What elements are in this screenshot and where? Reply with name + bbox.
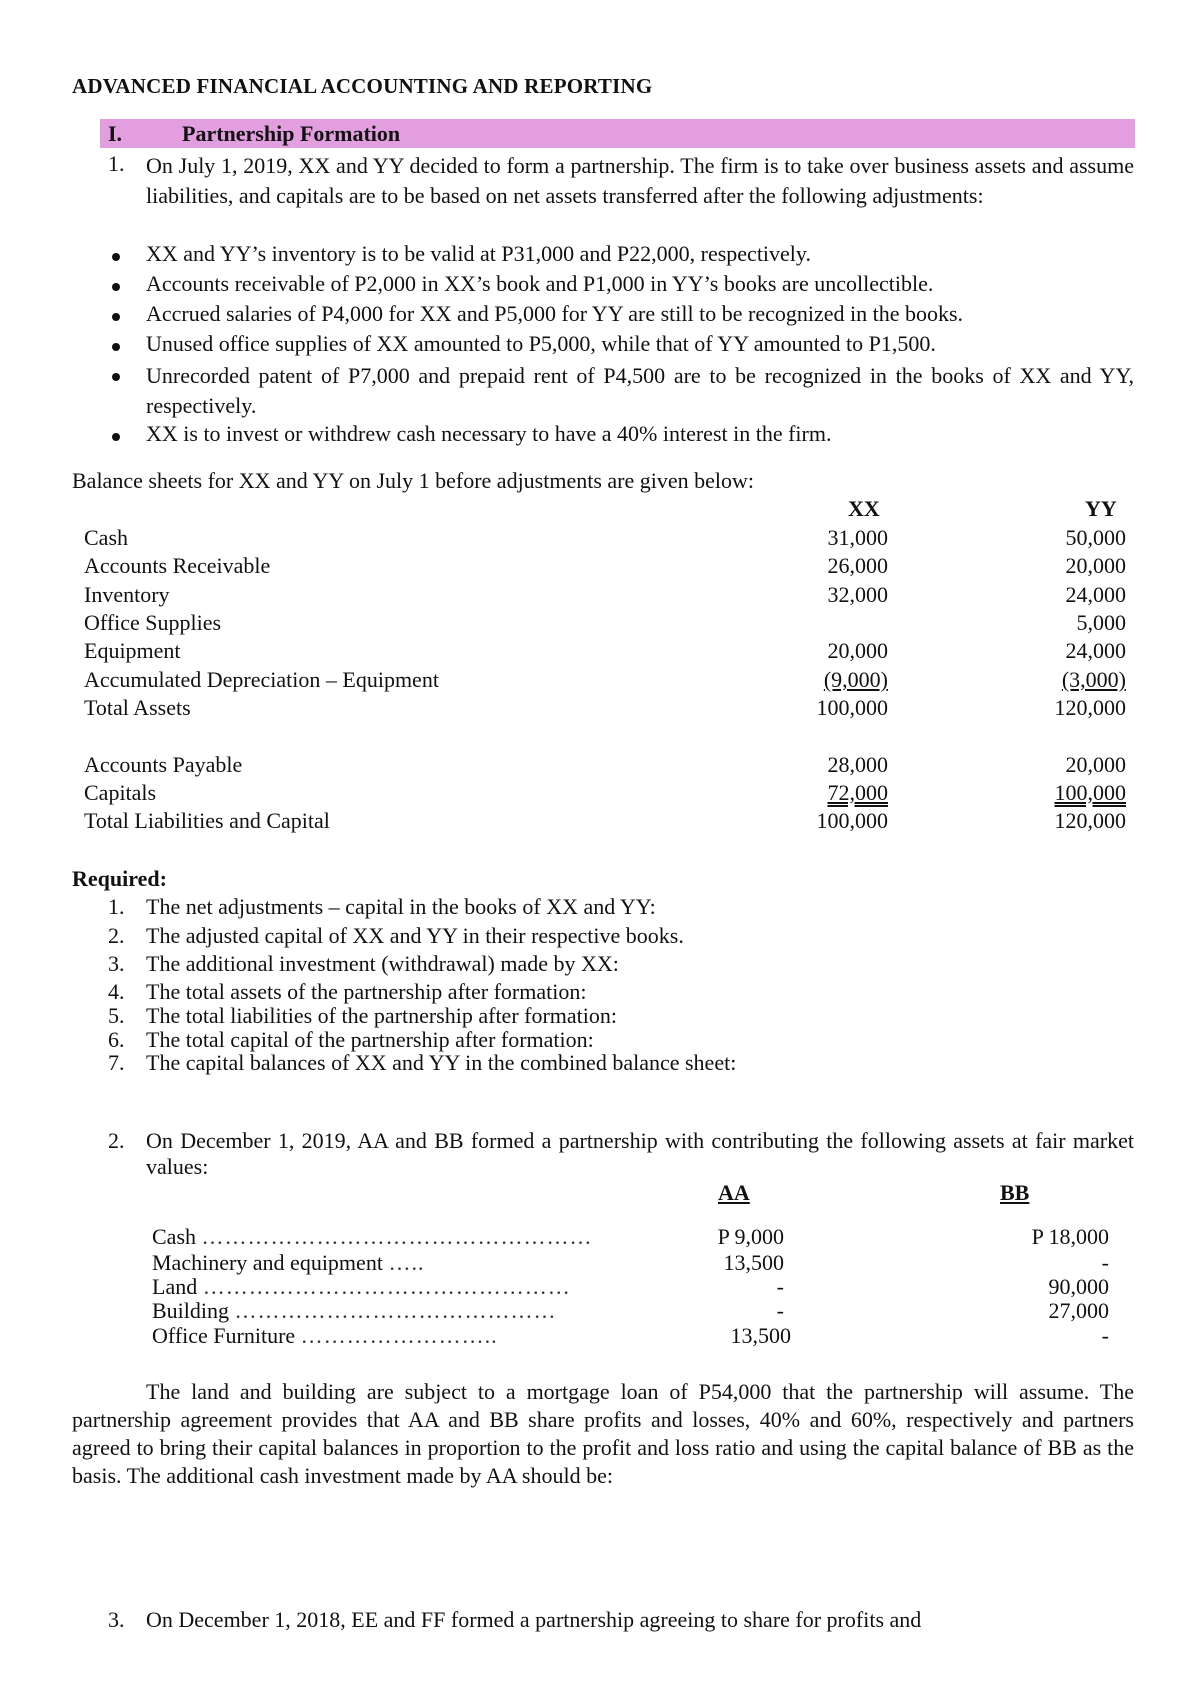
table-cell-xx: 20,000 [827, 638, 888, 663]
table-cell-yy: 24,000 [1065, 638, 1126, 663]
table-row-label [152, 1250, 424, 1276]
required-number: 4. [108, 979, 125, 1004]
table-cell-yy: 20,000 [1065, 752, 1126, 777]
problem-3-intro: On December 1, 2018, EE and FF formed a partnership agreeing to share for profits and [146, 1607, 922, 1632]
table-row-label: Accumulated Depreciation – Equipment [84, 667, 439, 692]
leader-dots: …………………………………………… [201, 1224, 593, 1249]
required-number: 2. [108, 923, 125, 948]
required-item: The total capital of the partnership after formation: [146, 1027, 594, 1052]
problem-1-bullet: Accounts receivable of P2,000 in XX’s book and P1,000 in YY’s books are uncollectible. [146, 271, 934, 296]
table-cell-xx: 28,000 [827, 752, 888, 777]
table-cell-aa: - [776, 1298, 784, 1323]
table-row-label [152, 1224, 593, 1250]
table-cell-xx: 31,000 [827, 525, 888, 550]
problem-1-bullet: XX is to invest or withdrew cash necessary to have a 40% interest in the firm. [146, 421, 832, 446]
table-cell-yy: 20,000 [1065, 553, 1126, 578]
required-item: The additional investment (withdrawal) made by XX: [146, 951, 619, 976]
bullet-icon [112, 343, 120, 351]
table-row-label: Accounts Payable [84, 752, 243, 777]
table-cell-aa: 13,500 [723, 1250, 784, 1275]
row-label-text: Building [152, 1298, 230, 1323]
bullet-icon [112, 433, 120, 441]
table-row-label: Capitals [84, 780, 157, 805]
section-title: Partnership Formation [182, 121, 401, 146]
table-row-label: Cash [84, 525, 128, 550]
column-header-xx: XX [848, 496, 880, 521]
table-cell-bb: 90,000 [1048, 1274, 1109, 1299]
table-cell-bb: - [1101, 1323, 1109, 1348]
bullet-icon [112, 253, 120, 261]
leader-dots: …………………….. [300, 1323, 498, 1348]
column-header-aa: AA [718, 1180, 750, 1205]
column-header-bb: BB [1000, 1180, 1030, 1205]
leader-dots: ….. [388, 1250, 425, 1275]
required-number: 5. [108, 1003, 125, 1028]
problem-1-bullet: Unused office supplies of XX amounted to P5,000, while that of YY amounted to P1,500. [146, 331, 936, 356]
table-cell-bb: - [1101, 1250, 1109, 1275]
required-item: The total liabilities of the partnership after formation: [146, 1003, 618, 1028]
table-cell-xx: 72,000 [827, 780, 888, 805]
bullet-icon [112, 373, 120, 381]
table-row-label: Total Liabilities and Capital [84, 808, 330, 833]
table-row-label: Equipment [84, 638, 181, 663]
table-row-label [152, 1323, 498, 1349]
table-cell-yy: 5,000 [1076, 610, 1126, 635]
problem-3-number: 3. [108, 1607, 125, 1632]
section-number: I. [108, 121, 123, 146]
problem-1-intro: On July 1, 2019, XX and YY decided to form a partnership. The firm is to take over business assets and assume liabilities, and capitals are to be based on net assets transferred after the following adjustments: [146, 153, 1134, 208]
bullet-icon [112, 283, 120, 291]
required-number: 6. [108, 1027, 125, 1052]
problem-1-bullet: XX and YY’s inventory is to be valid at P31,000 and P22,000, respectively. [146, 241, 811, 266]
table-cell-xx: 100,000 [816, 695, 888, 720]
required-number: 1. [108, 894, 125, 919]
table-cell-yy: (3,000) [1061, 667, 1126, 692]
required-number: 3. [108, 951, 125, 976]
problem-1-bullet: Accrued salaries of P4,000 for XX and P5,000 for YY are still to be recognized in the books. [146, 301, 964, 326]
table-cell-bb: 27,000 [1048, 1298, 1109, 1323]
table-row-label [152, 1298, 557, 1324]
bullet-icon [112, 313, 120, 321]
table-cell-aa: - [776, 1274, 784, 1299]
table-cell-yy: 50,000 [1065, 525, 1126, 550]
problem-2-number: 2. [108, 1128, 125, 1153]
table-cell-yy: 24,000 [1065, 582, 1126, 607]
document-title: ADVANCED FINANCIAL ACCOUNTING AND REPORTING [72, 74, 653, 98]
required-item: The net adjustments – capital in the books of XX and YY: [146, 894, 656, 919]
table-row-label [152, 1274, 571, 1300]
problem-2-paragraph: The land and building are subject to a mortgage loan of P54,000 that the partnership will assume. The partnership agreement provides that AA and BB share profits and losses, 40% and 60%, respectively and partners agreed to bring their capital balances in proportion to the profit and loss ratio and using the capital balance of BB as the basis. The additional cash investment made by AA should be: [72, 1379, 1134, 1488]
required-heading: Required: [72, 866, 167, 891]
table-cell-bb: P 18,000 [1031, 1224, 1109, 1249]
row-label-text: Land [152, 1274, 198, 1299]
table-cell-xx: 26,000 [827, 553, 888, 578]
required-item: The adjusted capital of XX and YY in their respective books. [146, 923, 684, 948]
problem-1-bullet: Unrecorded patent of P7,000 and prepaid rent of P4,500 are to be recognized in the books of XX and YY, respectively. [146, 363, 1134, 418]
leader-dots: ………………………………………… [202, 1274, 571, 1299]
required-number: 7. [108, 1050, 125, 1075]
table-row-label: Total Assets [84, 695, 191, 720]
table-cell-yy: 120,000 [1054, 808, 1126, 833]
row-label-text: Machinery and equipment [152, 1250, 383, 1275]
table-cell-aa: P 9,000 [717, 1224, 784, 1249]
table-cell-yy: 120,000 [1054, 695, 1126, 720]
table-row-label: Accounts Receivable [84, 553, 271, 578]
problem-2-intro: On December 1, 2019, AA and BB formed a partnership with contributing the following assets at fair market values: [146, 1128, 1134, 1179]
table-cell-xx: (9,000) [823, 667, 888, 692]
table-cell-xx: 100,000 [816, 808, 888, 833]
balance-sheet-intro: Balance sheets for XX and YY on July 1 before adjustments are given below: [72, 468, 755, 493]
required-item: The capital balances of XX and YY in the combined balance sheet: [146, 1050, 737, 1075]
leader-dots: …………………………………… [234, 1298, 557, 1323]
required-item: The total assets of the partnership after formation: [146, 979, 587, 1004]
table-cell-yy: 100,000 [1054, 780, 1126, 805]
row-label-text: Cash [152, 1224, 196, 1249]
table-cell-aa: 13,500 [730, 1323, 791, 1348]
table-row-label: Inventory [84, 582, 170, 607]
problem-1-number: 1. [108, 151, 125, 176]
column-header-yy: YY [1085, 496, 1117, 521]
table-cell-xx: 32,000 [827, 582, 888, 607]
row-label-text: Office Furniture [152, 1323, 296, 1348]
table-row-label: Office Supplies [84, 610, 222, 635]
